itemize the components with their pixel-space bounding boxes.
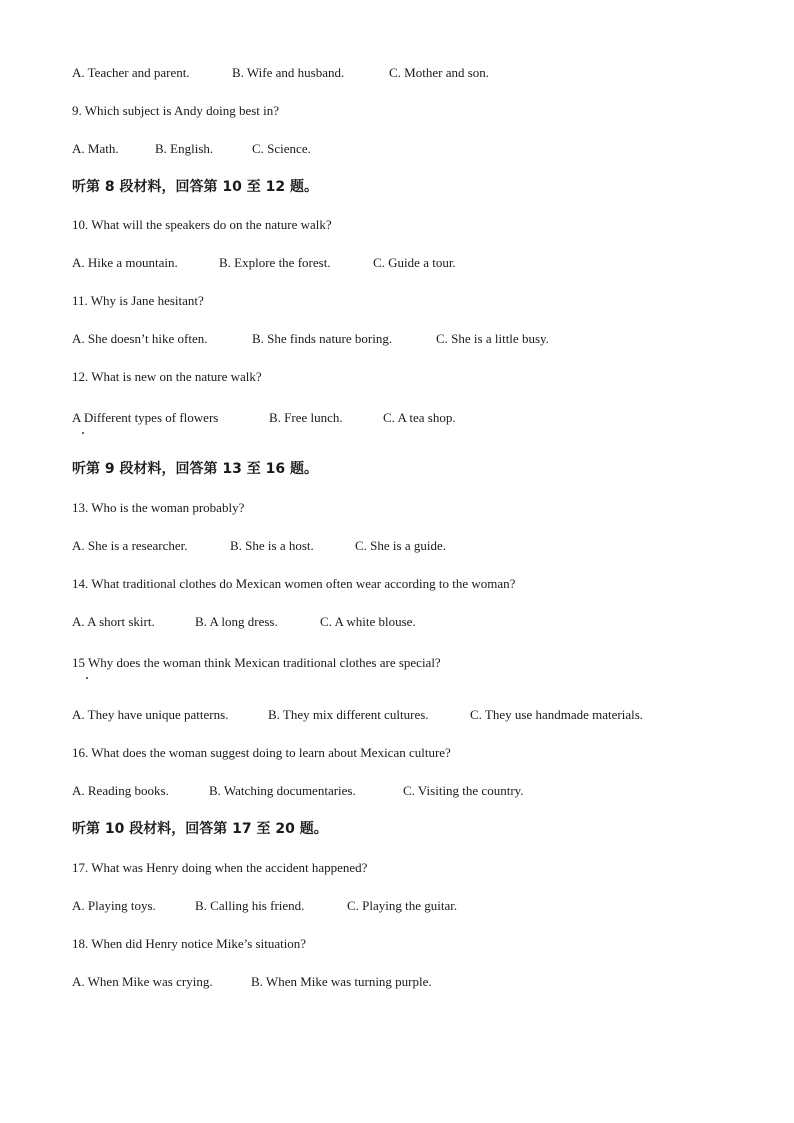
option-b: B. Explore the forest. xyxy=(219,255,331,270)
question-text: 17. What was Henry doing when the accident happened? xyxy=(72,860,368,875)
option-a: A. Playing toys. xyxy=(72,898,156,913)
option-b: B. She is a host. xyxy=(230,538,314,553)
option-a: A. Math. xyxy=(72,141,119,156)
question-text: 9. Which subject is Andy doing best in? xyxy=(72,103,280,118)
option-b: B. Wife and husband. xyxy=(232,65,345,80)
question-text: 14. What traditional clothes do Mexican women often wear according to the woman? xyxy=(72,576,516,591)
option-a: A. They have unique patterns. xyxy=(72,707,229,722)
option-b: B. Watching documentaries. xyxy=(209,783,356,798)
option-a: A. Teacher and parent. xyxy=(72,65,190,80)
question-11 xyxy=(72,291,204,311)
option-b: B. She finds nature boring. xyxy=(252,331,393,346)
option-b: B. Free lunch. xyxy=(269,410,343,425)
option-a: A Different types of flowers xyxy=(72,410,219,425)
question-13 xyxy=(72,498,244,518)
option-b: B. English. xyxy=(155,141,214,156)
option-b: B. When Mike was turning purple. xyxy=(251,974,432,989)
question-text: 18. When did Henry notice Mike’s situation? xyxy=(72,936,307,951)
option-a: A. A short skirt. xyxy=(72,614,155,629)
option-a: A. She is a researcher. xyxy=(72,538,188,553)
question-14 xyxy=(72,574,515,594)
option-b: B. They mix different cultures. xyxy=(268,707,429,722)
option-c: C. Mother and son. xyxy=(389,65,490,80)
question-text: 10. What will the speakers do on the nature walk? xyxy=(72,217,332,232)
option-a: A. She doesn’t hike often. xyxy=(72,331,208,346)
option-c: C. A tea shop. xyxy=(383,410,456,425)
section-heading-8 xyxy=(72,177,318,197)
option-a: A. Hike a mountain. xyxy=(72,255,178,270)
option-c: C. Playing the guitar. xyxy=(347,898,458,913)
question-16 xyxy=(72,743,451,763)
option-c: C. Visiting the country. xyxy=(403,783,524,798)
section-heading-9 xyxy=(72,459,318,479)
option-c: C. A white blouse. xyxy=(320,614,416,629)
question-18 xyxy=(72,934,306,954)
option-c: C. She is a little busy. xyxy=(436,331,549,346)
question-17 xyxy=(72,858,367,878)
stray-mark xyxy=(86,677,88,679)
heading-text: 听第 8 段材料，回答第 10 至 12 题。 xyxy=(72,179,318,195)
question-text: 11. Why is Jane hesitant? xyxy=(72,293,204,308)
option-b: B. A long dress. xyxy=(195,614,278,629)
stray-mark xyxy=(82,432,84,434)
section-heading-10 xyxy=(72,819,328,839)
question-text: 13. Who is the woman probably? xyxy=(72,500,245,515)
question-text: 12. What is new on the nature walk? xyxy=(72,369,262,384)
question-12 xyxy=(72,367,262,387)
option-a: A. Reading books. xyxy=(72,783,169,798)
heading-text: 听第 10 段材料，回答第 17 至 20 题。 xyxy=(72,821,328,837)
question-10 xyxy=(72,215,332,235)
question-15 xyxy=(72,653,441,673)
option-a: A. When Mike was crying. xyxy=(72,974,213,989)
option-b: B. Calling his friend. xyxy=(195,898,305,913)
option-c: C. Science. xyxy=(252,141,311,156)
option-c: C. She is a guide. xyxy=(355,538,446,553)
question-9 xyxy=(72,101,279,121)
question-text: 16. What does the woman suggest doing to learn about Mexican culture? xyxy=(72,745,451,760)
option-c: C. Guide a tour. xyxy=(373,255,456,270)
heading-text: 听第 9 段材料，回答第 13 至 16 题。 xyxy=(72,461,318,477)
option-c: C. They use handmade materials. xyxy=(470,707,644,722)
question-text: 15 Why does the woman think Mexican traditional clothes are special? xyxy=(72,655,441,670)
